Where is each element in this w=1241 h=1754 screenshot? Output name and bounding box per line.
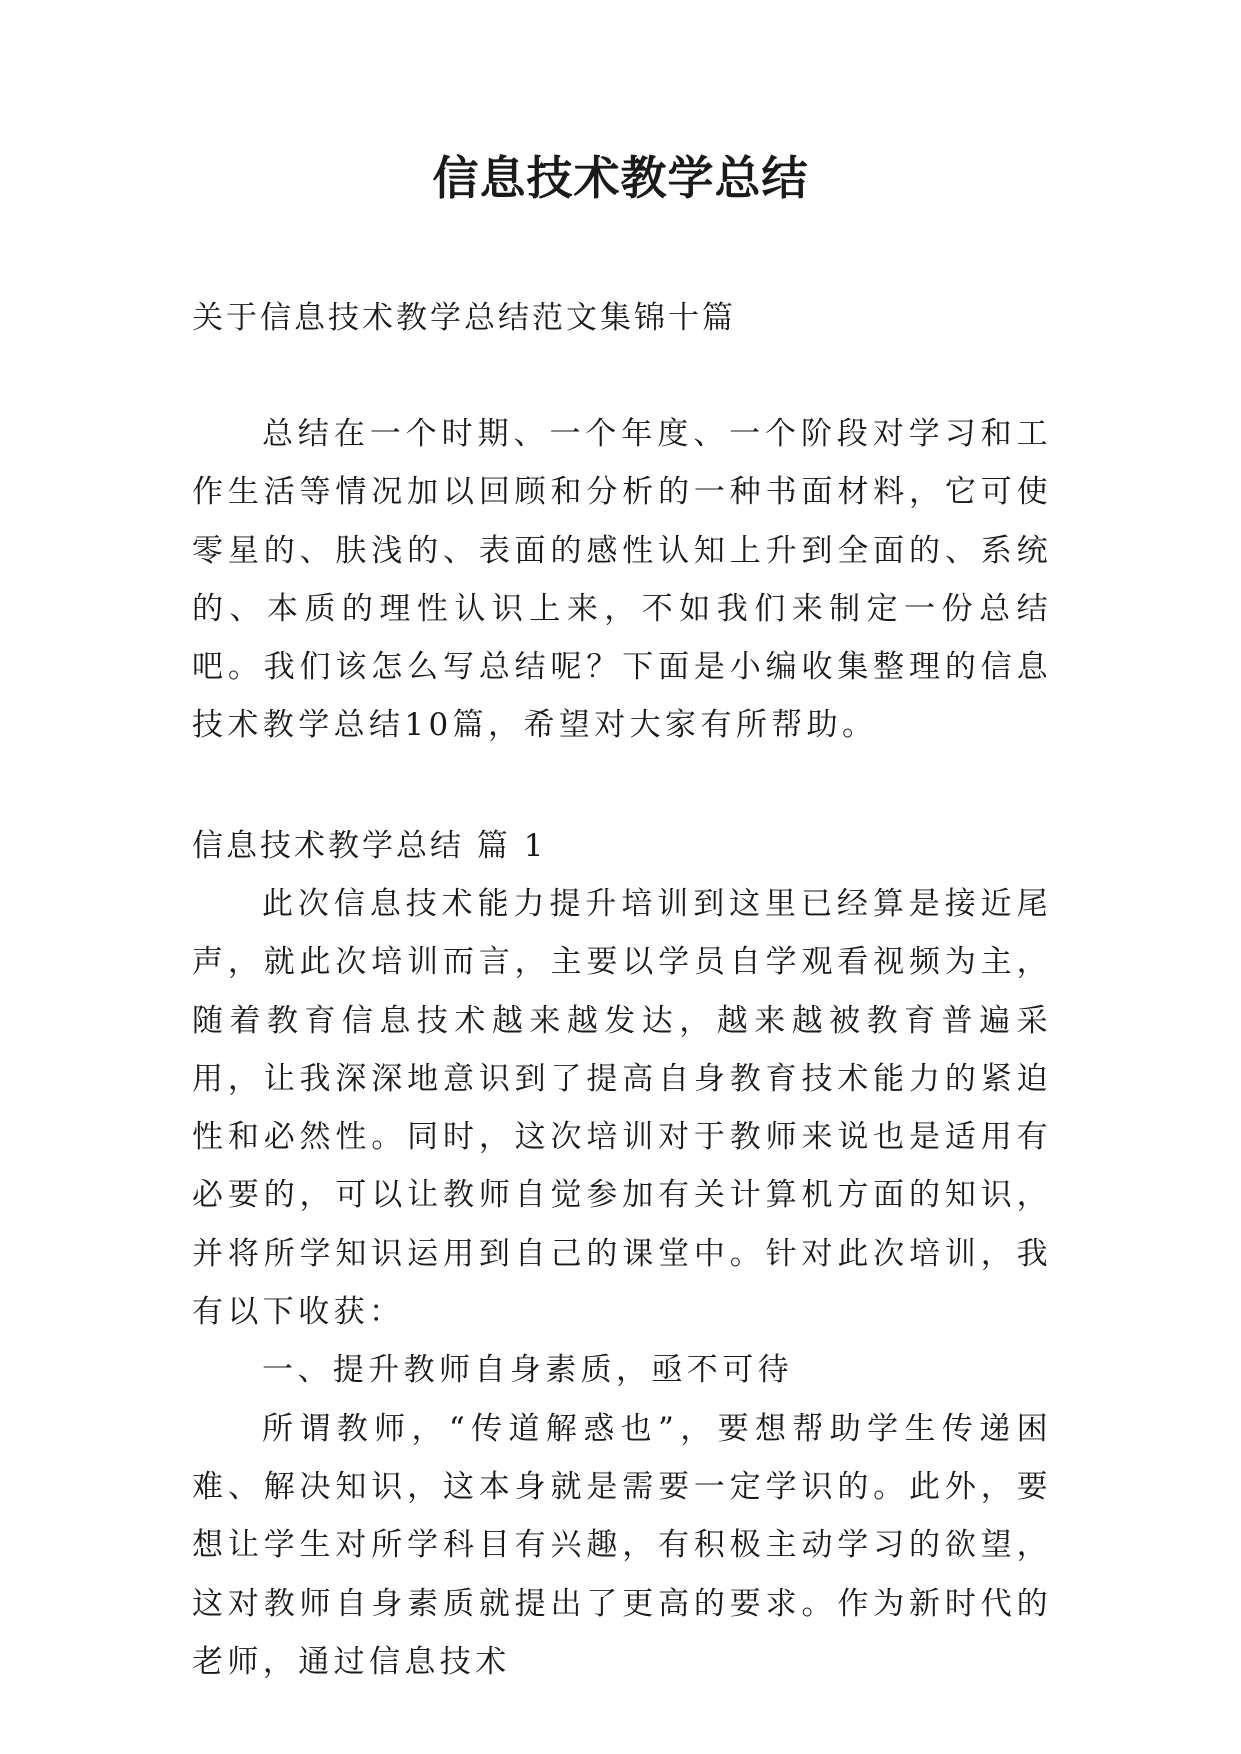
section-paragraph-1: 此次信息技术能力提升培训到这里已经算是接近尾声，就此次培训而言，主要以学员自学观看视频为主，随着教育信息技术越来越发达，越来越被教育普遍采用，让我深深地意识到了提高自身教育技术能力的紧迫性和必然性。同时，这次培训对于教师来说也是适用有必要的，可以让教师自觉参加有关计算机方面的知识，并将所学知识运用到自己的课堂中。针对此次培训，我有以下收获：: [192, 886, 1052, 1331]
section-body: [192, 875, 1052, 1691]
document-subtitle: 关于信息技术教学总结范文集锦十篇: [192, 300, 736, 336]
section-subheading: 一、提升教师自身素质，亟不可待: [262, 1352, 793, 1389]
section-heading: 信息技术教学总结 篇 1: [192, 828, 547, 864]
document-title: 信息技术教学总结: [432, 151, 809, 205]
section-paragraph-2: 所谓教师，“传道解惑也”，要想帮助学生传递困难、解决知识，这本身就是需要一定学识的。此外，要想让学生对所学科目有兴趣，有积极主动学习的欲望，这对教师自身素质就提出了更高的要求。作为新时代的老师，通过信息技术: [192, 1410, 1052, 1680]
intro-paragraph: 总结在一个时期、一个年度、一个阶段对学习和工作生活等情况加以回顾和分析的一种书面材料，它可使零星的、肤浅的、表面的感性认知上升到全面的、系统的、本质的理性认识上来，不如我们来制定一份总结吧。我们该怎么写总结呢？下面是小编收集整理的信息技术教学总结10篇，希望对大家有所帮助。: [192, 416, 1052, 744]
